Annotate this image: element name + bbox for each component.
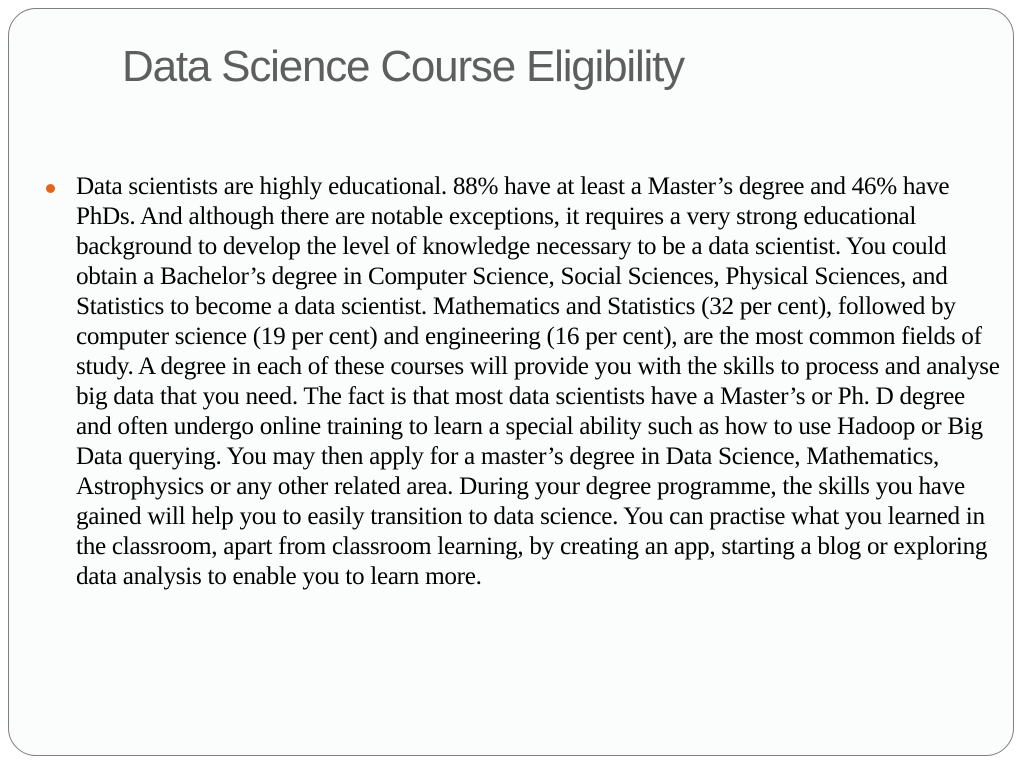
bullet-list <box>46 172 1006 592</box>
slide-frame <box>8 8 1014 756</box>
bullet-text: Data scientists are highly educational. 88% have at least a Master’s degree and 46% have PhDs. And although there are notable exceptions, it requires a very strong educational background to develop the level of knowledge necessary to be a data scientist. You could obtain a Bachelor’s degree in Computer Science, Social Sciences, Physical Sciences, and Statistics to become a data scientist. Mathematics and Statistics (32 per cent), followed by computer science (19 per cent) and engineering (16 per cent), are the most common fields of study. A degree in each of these courses will provide you with the skills to process and analyse big data that you need. The fact is that most data scientists have a Master’s or Ph. D degree and often undergo online training to learn a special ability such as how to use Hadoop or Big Data querying. You may then apply for a master’s degree in Data Science, Mathematics, Astrophysics or any other related area. During your degree programme, the skills you have gained will help you to easily transition to data science. You can practise what you learned in the classroom, apart from classroom learning, by creating an app, starting a blog or exploring data analysis to enable you to learn more. <box>76 173 1000 590</box>
bullet-dot-icon <box>46 184 55 193</box>
bullet-item <box>46 172 1006 592</box>
slide-title: Data Science Course Eligibility <box>122 42 684 91</box>
